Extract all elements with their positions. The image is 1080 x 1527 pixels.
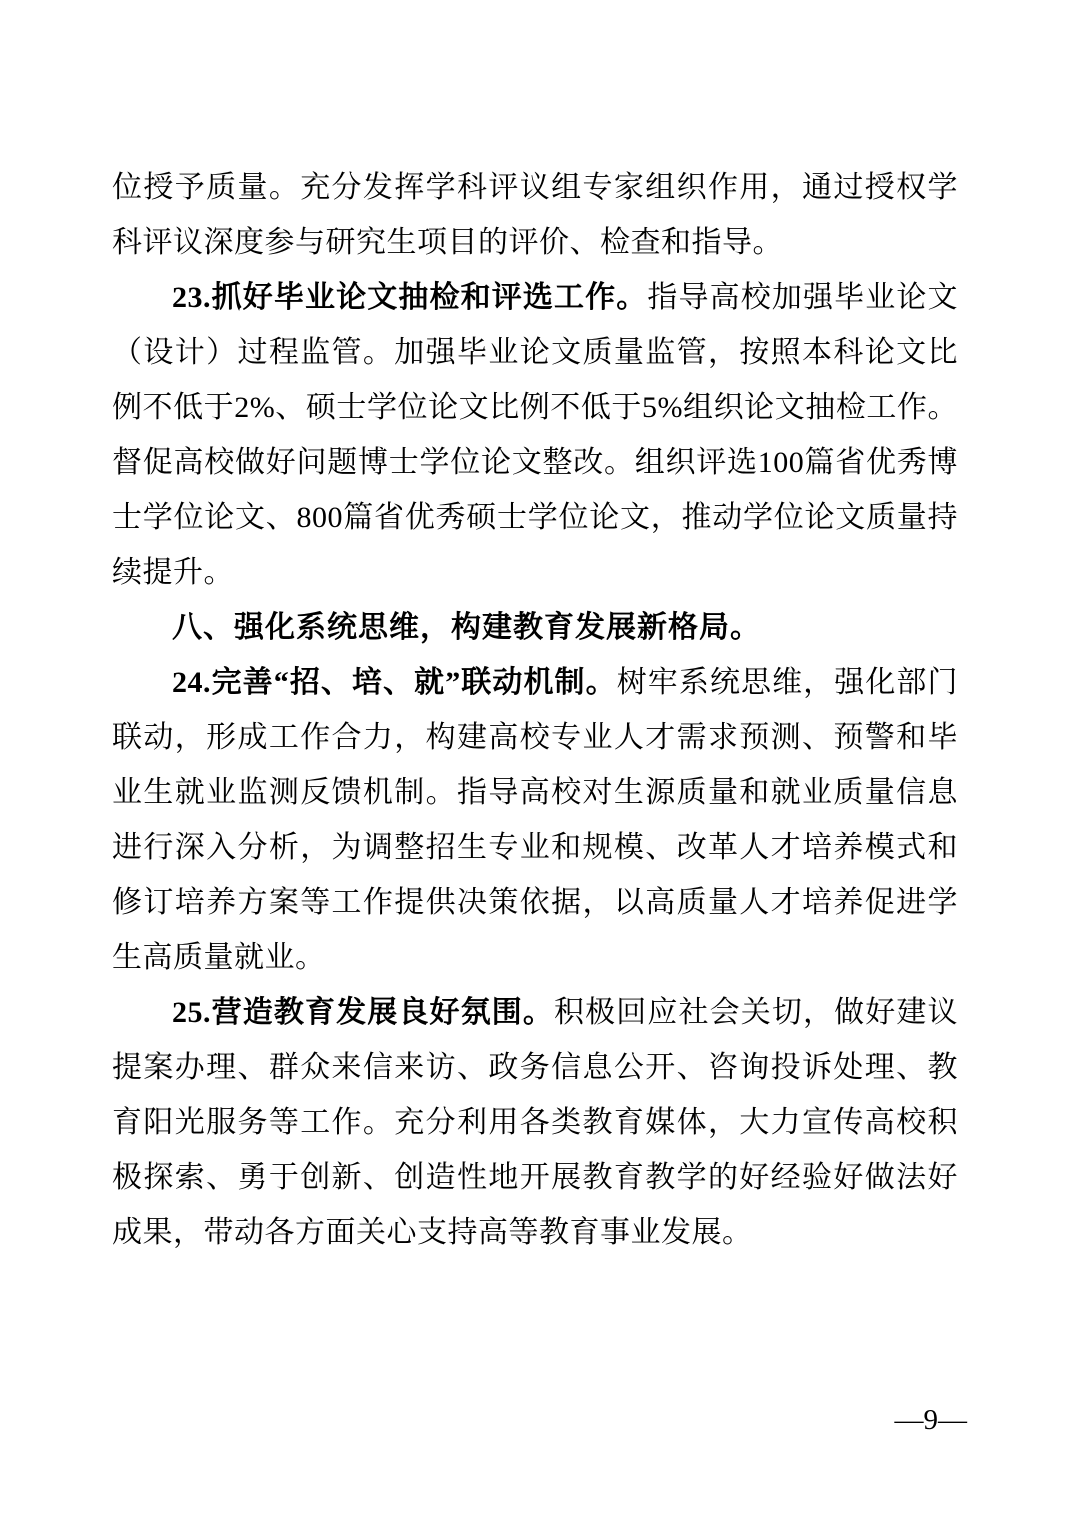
item-24-lead: 24.完善“招、培、就”联动机制。 [172, 666, 617, 699]
item-24-body: 树牢系统思维，强化部门联动，形成工作合力，构建高校专业人才需求预测、预警和毕业生就业监测反馈机制。指导高校对生源质量和就业质量信息进行深入分析，为调整招生专业和规模、改革人才培养模式和修订培养方案等工作提供决策依据，以高质量人才培养促进学生高质量就业。 [112, 666, 959, 974]
page-content [112, 160, 958, 1260]
item-25-lead: 25.营造教育发展良好氛围。 [172, 996, 554, 1029]
paragraph-item-24 [112, 655, 958, 985]
item-25-body: 积极回应社会关切，做好建议提案办理、群众来信来访、政务信息公开、咨询投诉处理、教育阳光服务等工作。充分利用各类教育媒体，大力宣传高校积极探索、勇于创新、创造性地开展教育教学的好经验好做法好成果，带动各方面关心支持高等教育事业发展。 [112, 996, 958, 1249]
item-23-lead: 23.抓好毕业论文抽检和评选工作。 [172, 281, 648, 314]
paragraph-continuation [112, 160, 958, 270]
paragraph-item-23 [112, 270, 958, 600]
section-heading-8 [112, 600, 958, 655]
paragraph-continuation-text: 位授予质量。充分发挥学科评议组专家组织作用，通过授权学科评议深度参与研究生项目的评价、检查和指导。 [112, 171, 958, 259]
item-23-body: 指导高校加强毕业论文（设计）过程监管。加强毕业论文质量监管，按照本科论文比例不低于2%、硕士学位论文比例不低于5%组织论文抽检工作。督促高校做好问题博士学位论文整改。组织评选100篇省优秀博士学位论文、800篇省优秀硕士学位论文，推动学位论文质量持续提升。 [112, 281, 958, 589]
page-number: —9— [894, 1404, 967, 1436]
section-heading-8-text: 八、强化系统思维，构建教育发展新格局。 [172, 611, 761, 644]
paragraph-item-25 [112, 985, 958, 1260]
